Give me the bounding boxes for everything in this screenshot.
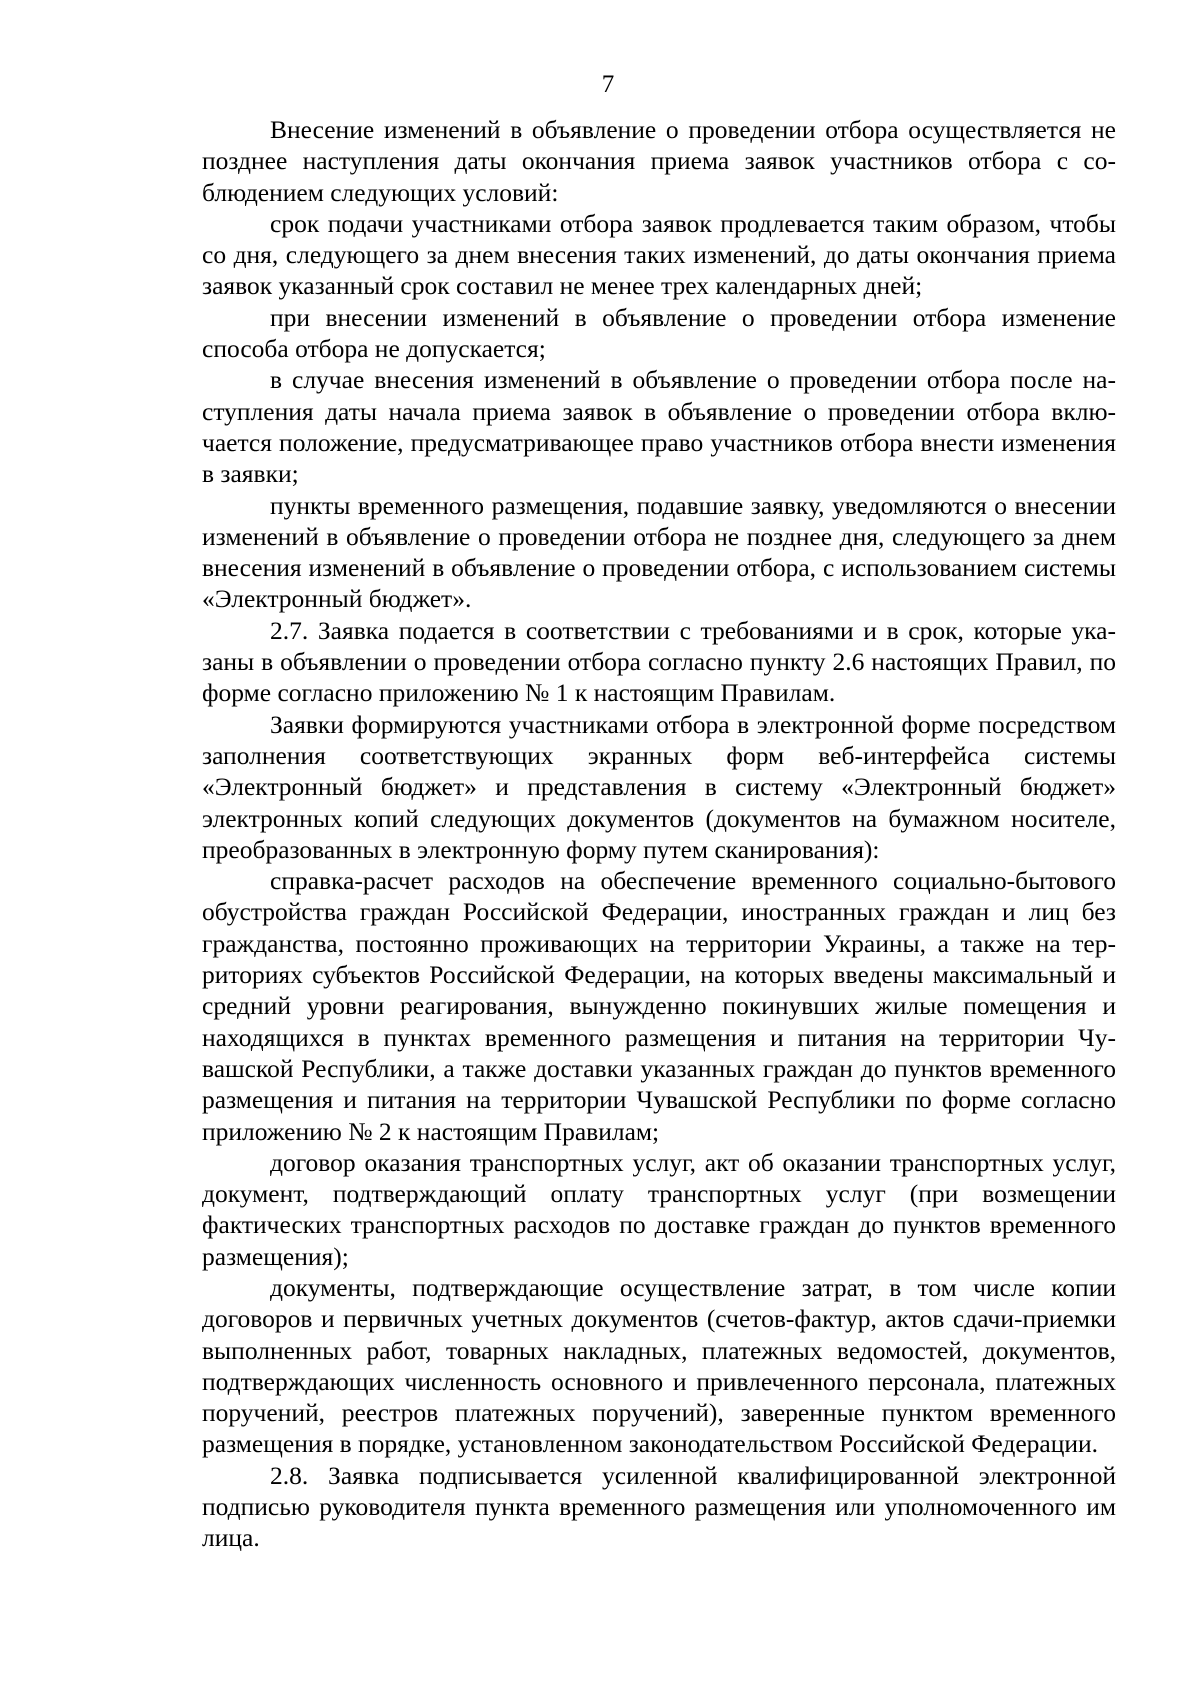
paragraph: срок подачи участниками отбора заявок продлевается таким образом, чтобы со дня, следующего за днем внесения таких изменений, до даты окончания приема заявок указанный срок составил не менее трех календарных дней; bbox=[202, 208, 1116, 301]
paragraph: 2.7. Заявка подается в соответствии с требованиями и в срок, которые указаны в объявлении о проведении отбора согласно пункту 2.6 настоящих Правил, по форме согласно приложению № 1 к настоящим Правилам. bbox=[202, 615, 1116, 708]
document-body bbox=[202, 114, 1116, 1554]
paragraph: пункты временного размещения, подавшие заявку, уведомляются о внесении изменений в объявление о проведении отбора не позднее дня, следующего за днем внесения изменений в объявление о проведении отбора, с использованием системы «Электронный бюджет». bbox=[202, 490, 1116, 614]
paragraph: при внесении изменений в объявление о проведении отбора изменение способа отбора не допускается; bbox=[202, 302, 1116, 364]
paragraph: 2.8. Заявка подписывается усиленной квалифицированной электронной подписью руководителя пункта временного размещения или уполномоченного им лица. bbox=[202, 1460, 1116, 1553]
paragraph: Заявки формируются участниками отбора в электронной форме посредством заполнения соответствующих экранных форм веб-интерфейса системы «Электронный бюджет» и представления в систему «Электронный бюджет» электронных копий следующих документов (документов на бумажном носителе, преобразованных в электронную форму путем сканирования): bbox=[202, 709, 1116, 864]
paragraph: Внесение изменений в объявление о проведении отбора осуществляется не позднее наступления даты окончания приема заявок участников отбора с соблюдением следующих условий: bbox=[202, 115, 1116, 207]
paragraph: в случае внесения изменений в объявление о проведении отбора после наступления даты начала приема заявок в объявление о проведении отбора включается положение, предусматривающее право участников отбора внести изменения в заявки; bbox=[202, 365, 1116, 489]
paragraph: документы, подтверждающие осуществление затрат, в том числе копии договоров и первичных учетных документов (счетов-фактур, актов сдачи-приемки выполненных работ, товарных накладных, платежных ведомостей, документов, подтверждающих численность основного и привлеченного персонала, платежных поручений, реестров платежных поручений), заверенные пунктом временного размещения в порядке, установленном законодательством Российской Федерации. bbox=[202, 1272, 1116, 1459]
page-number: 7 bbox=[601, 71, 615, 98]
paragraph: договор оказания транспортных услуг, акт об оказании транспортных услуг, документ, подтверждающий оплату транспортных услуг (при возмещении фактических транспортных расходов по доставке граждан до пунктов временного размещения); bbox=[202, 1147, 1116, 1271]
paragraph: справка-расчет расходов на обеспечение временного социально-бытового обустройства граждан Российской Федерации, иностранных граждан и лиц без гражданства, постоянно проживающих на территории Украины, а также на территориях субъектов Российской Федерации, на которых введены максимальный и средний уровни реагирования, вынужденно покинувших жилые помещения и находящихся в пунктах временного размещения и питания на территории Чувашской Республики, а также доставки указанных граждан до пунктов временного размещения и питания на территории Чувашской Республики по форме согласно приложению № 2 к настоящим Правилам; bbox=[202, 866, 1116, 1146]
